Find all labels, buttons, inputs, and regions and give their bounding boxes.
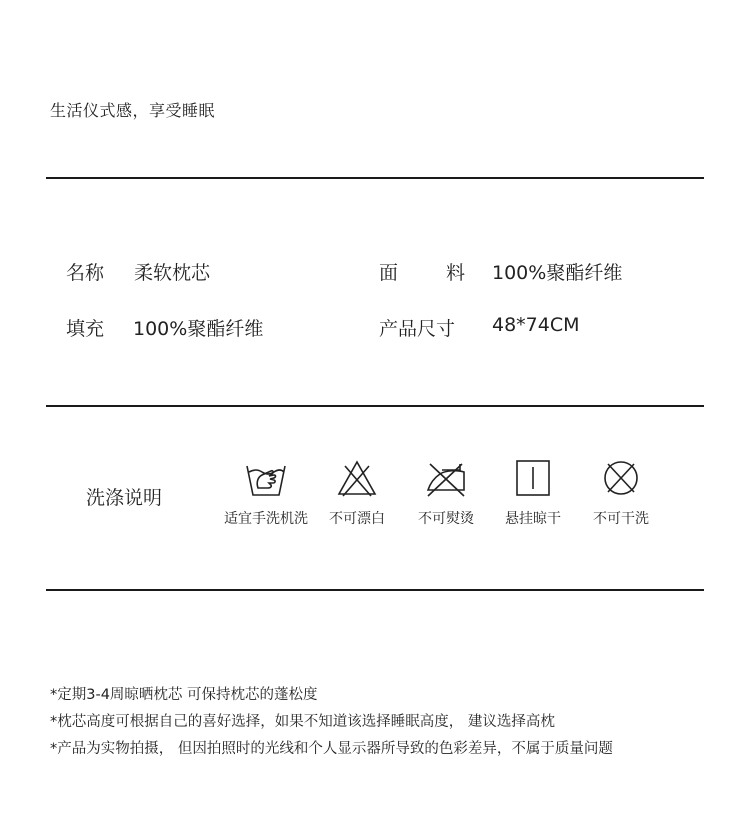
name-label: 名称 [66,262,105,284]
no-dry-clean-icon [599,458,643,498]
care-item-no-iron [398,458,494,528]
care-item-hand-wash [218,458,314,528]
fabric-value: 100%聚酯纤维 [492,262,623,284]
size-value: 48*74CM [492,314,580,336]
tagline: 生活仪式感，享受睡眠 [50,101,216,120]
care-label: 不可熨烫 [418,511,474,527]
filling-label: 填充 [66,318,105,340]
line-dry-icon [511,458,555,498]
care-label: 适宜手洗机洗 [224,511,308,527]
care-item-no-dry-clean [573,458,669,528]
no-bleach-icon [335,458,379,498]
size-label: 产品尺寸 [379,318,456,340]
washing-title: 洗涤说明 [86,487,163,509]
care-label: 悬挂晾干 [505,511,561,527]
hand-wash-icon [244,458,288,498]
care-label: 不可漂白 [329,511,385,527]
divider [46,405,704,407]
fabric-label-1: 面 [379,262,399,284]
note-line: *枕芯高度可根据自己的喜好选择，如果不知道该选择睡眠高度， 建议选择高枕 [50,714,555,730]
care-label: 不可干洗 [593,511,649,527]
fabric-label-2: 料 [446,262,466,284]
divider [46,589,704,591]
care-item-line-dry [485,458,581,528]
care-item-no-bleach [309,458,405,528]
notes [50,682,613,763]
note-line: *定期3-4周晾晒枕芯 可保持枕芯的蓬松度 [50,687,318,703]
filling-value: 100%聚酯纤维 [133,318,264,340]
name-value: 柔软枕芯 [134,262,211,284]
divider [46,177,704,179]
no-iron-icon [424,458,468,498]
note-line: *产品为实物拍摄， 但因拍照时的光线和个人显示器所导致的色彩差异，不属于质量问题 [50,741,613,757]
